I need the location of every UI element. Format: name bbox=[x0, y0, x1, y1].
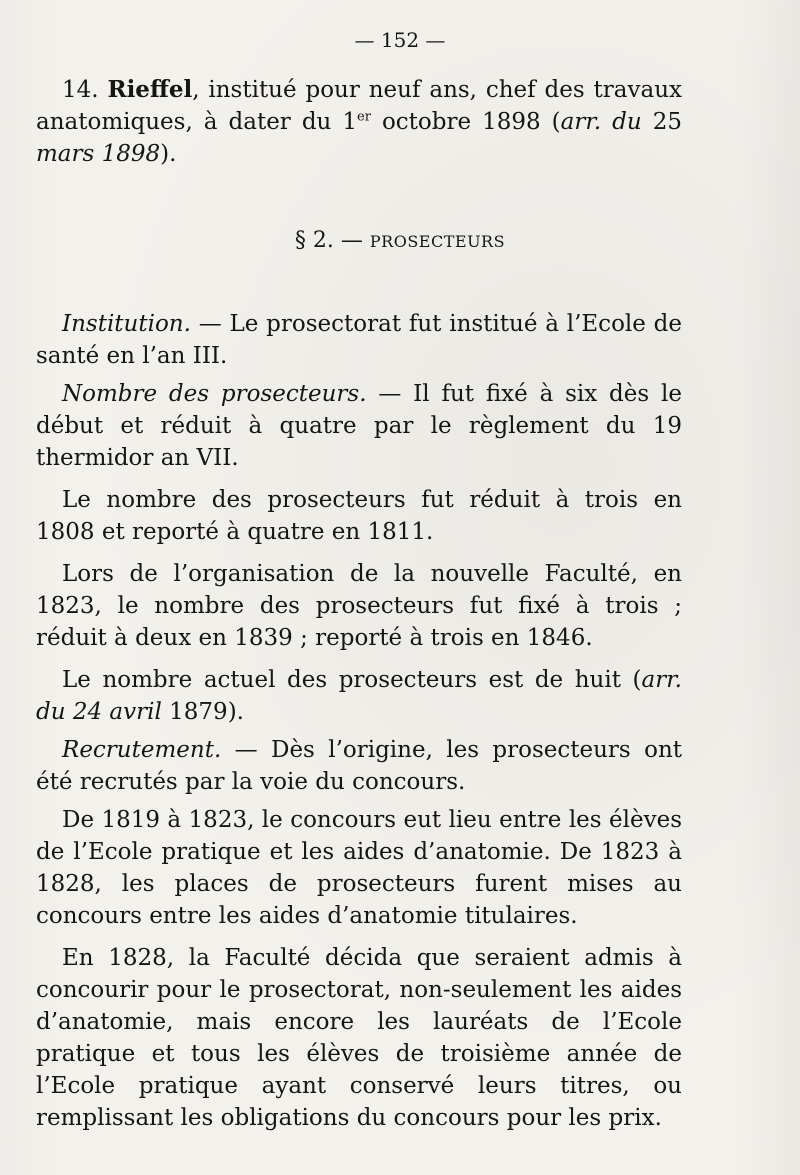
paragraph-body: Lors de l’organisation de la nouvelle Faculté, en 1823, le nombre des prosecteurs fut fixé à trois ; réduit à deux en 1839 ; reporté à trois en 1846. bbox=[36, 561, 682, 651]
section-symbol: § 2. — bbox=[294, 228, 363, 253]
entry-text: , institué pour neuf ans, chef des travaux anatomiques, à dater du 1 bbox=[36, 77, 683, 135]
paragraph bbox=[36, 378, 682, 474]
entry-number: 14. bbox=[62, 77, 99, 103]
paragraph-body: Le nombre des prosecteurs fut réduit à trois en 1808 et reporté à quatre en 1811. bbox=[36, 487, 682, 545]
paragraph bbox=[36, 664, 682, 728]
paragraph-lead: Nombre des prosecteurs. bbox=[62, 381, 367, 407]
paragraph-lead: Institution. bbox=[62, 311, 191, 337]
section-title: PROSECTEURS bbox=[369, 232, 506, 251]
paragraph-body: En 1828, la Faculté décida que seraient admis à concourir pour le prosectorat, non-seulement les aides d’anatomie, mais encore les lauréats de l’Ecole pratique et tous les élèves de troisième année de l’Ecole pratique ayant conservé leurs titres, ou remplissant les obligations du concours pour les prix. bbox=[36, 945, 682, 1131]
section-heading bbox=[0, 228, 800, 253]
paragraph-italic: arr. du 24 avril bbox=[36, 667, 682, 725]
entry-text: ). bbox=[160, 141, 177, 167]
superscript: er bbox=[357, 109, 371, 125]
paragraph-tail: 1879). bbox=[161, 699, 244, 725]
paragraph bbox=[36, 308, 682, 372]
page-number: — 152 — bbox=[354, 28, 446, 52]
entry-name: Rieffel bbox=[107, 76, 193, 103]
entry-italic-date: mars 1898 bbox=[36, 141, 161, 167]
paragraph-body: — Il fut fixé à six dès le début et réduit à quatre par le règlement du 19 thermidor an VII. bbox=[36, 381, 682, 471]
paragraph bbox=[36, 942, 682, 1134]
entry-text: octobre 1898 ( bbox=[370, 109, 561, 135]
entry-text: 25 bbox=[641, 109, 682, 135]
paragraph bbox=[36, 804, 682, 932]
entry-italic: arr. du bbox=[560, 109, 642, 135]
paragraph-body: De 1819 à 1823, le concours eut lieu entre les élèves de l’Ecole pratique et les aides d’anatomie. De 1823 à 1828, les places de prosecteurs furent mises au concours entre les aides d’anatomie titulaires. bbox=[36, 807, 682, 929]
paragraph-lead: Recrutement. bbox=[62, 737, 222, 763]
paragraph-body: — Dès l’origine, les prosecteurs ont été recrutés par la voie du concours. bbox=[36, 737, 682, 795]
paragraph bbox=[36, 484, 682, 548]
paragraph bbox=[36, 734, 682, 798]
paragraph-body: — Le prosectorat fut institué à l’Ecole de santé en l’an III. bbox=[36, 311, 682, 369]
paragraph bbox=[36, 558, 682, 654]
paragraph-body: Le nombre actuel des prosecteurs est de huit ( bbox=[62, 667, 642, 693]
entry-paragraph bbox=[36, 74, 682, 170]
